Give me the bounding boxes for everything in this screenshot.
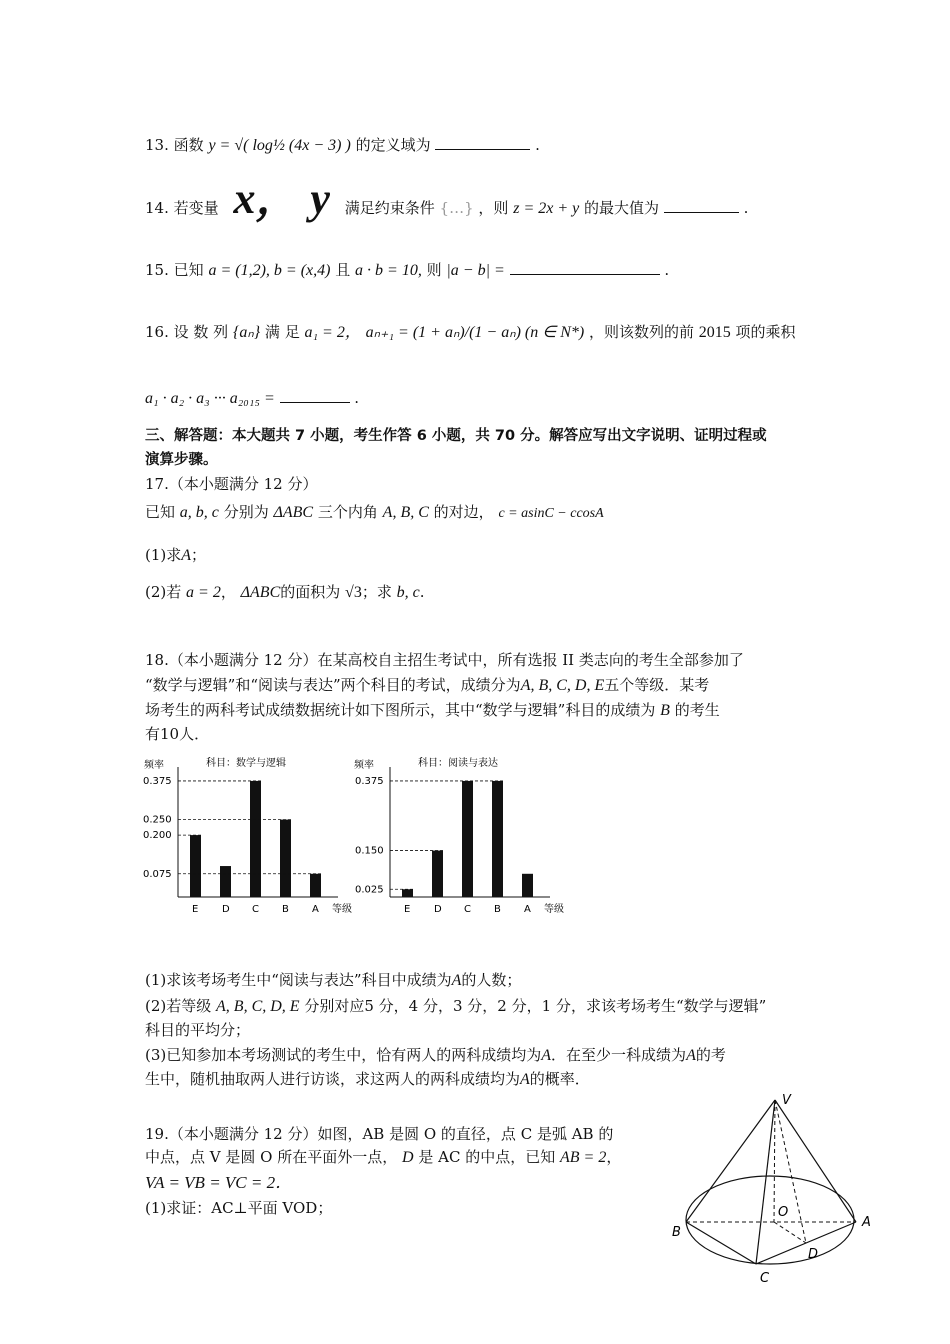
text: 已知: [145, 503, 176, 521]
math-expression: y = √( log½ (4x − 3) ): [208, 137, 351, 154]
math-expression: b, c: [396, 584, 420, 601]
chart-title: 科目：阅读与表达: [418, 758, 498, 769]
question-18-line-2: [145, 675, 709, 696]
text: ，求该考场考生“数学与逻辑”: [570, 997, 767, 1015]
math-expression: z = 2x + y: [513, 200, 580, 217]
question-18-part-1: [145, 970, 521, 991]
edge-VC: [756, 1100, 775, 1264]
x-axis-label: 等级: [332, 904, 352, 915]
math-expression: {aₙ}: [232, 324, 261, 341]
math-expression: c = asinC − ccosA: [498, 506, 604, 521]
question-18-line-3: [145, 700, 720, 721]
label-A: A: [862, 1215, 871, 1230]
text: ；: [191, 546, 207, 564]
text: (2)若: [145, 583, 182, 601]
tick-label-A: A: [312, 904, 319, 915]
question-17-part-1: [145, 545, 206, 566]
section-heading-cont: 演算步骤。: [145, 452, 218, 468]
question-13: [145, 135, 540, 156]
question-19-line-3: VA = VB = VC = 2．: [145, 1173, 293, 1192]
text: 三个内角: [317, 503, 378, 521]
math-expression: |a − b| =: [446, 262, 505, 279]
y-tick-label: 0.375: [355, 775, 384, 787]
question-text: 的定义域为: [355, 136, 431, 154]
text: 场考生的两科考试成绩数据统计如下图所示，其中“数学与逻辑”科目的成绩为: [145, 701, 656, 719]
question-number: 14.: [145, 199, 169, 217]
question-16: [145, 318, 796, 347]
x-axis-label: 等级: [544, 904, 564, 915]
segment-OD: [774, 1222, 806, 1243]
question-18-part-2-cont: 科目的平均分；: [145, 1021, 251, 1039]
y-axis-label: 频率: [354, 760, 374, 771]
chart-math-logic: [140, 752, 360, 927]
tick-label-D: D: [222, 904, 230, 915]
math-expression: a = (1,2), b = (x,4): [208, 262, 331, 279]
text: 生中，随机抽取两人进行访谈，求这两人的两科成绩均为: [145, 1070, 521, 1088]
math-expression: A: [541, 1047, 552, 1064]
label-C: C: [760, 1271, 770, 1286]
text: (1)求: [145, 546, 182, 564]
question-text: 项的乘积: [735, 323, 796, 341]
question-number: 16.: [145, 323, 169, 341]
question-text: 若变量: [173, 199, 219, 217]
math-expression: D: [402, 1149, 414, 1166]
tick-label-E: E: [404, 904, 411, 915]
question-number: 13.: [145, 136, 169, 154]
bar-B: [492, 781, 503, 897]
math-variables: x， y: [233, 174, 330, 223]
tick-label-B: B: [494, 904, 501, 915]
label-V: V: [782, 1093, 791, 1108]
y-tick-label: 0.200: [143, 830, 172, 842]
math-expression: B: [660, 702, 670, 719]
edge-VA: [775, 1100, 856, 1222]
text: 5 分，4 分，3 分，2 分，1 分: [364, 997, 571, 1015]
question-text: ，则: [478, 199, 509, 217]
tick-label-C: C: [464, 904, 471, 915]
question-17-heading: 17.（本小题满分 12 分）: [145, 475, 318, 493]
punct: .: [743, 199, 749, 217]
question-text: 且: [335, 261, 351, 279]
math-expression: a₁ = 2，: [304, 324, 361, 341]
text: (2)若等级: [145, 997, 212, 1015]
constraint-image: {…}: [439, 199, 474, 217]
math-expression: A, B, C, D, E: [216, 998, 300, 1015]
math-expression: ΔABC: [273, 504, 314, 521]
bar-C: [462, 781, 473, 897]
text: ．在至少一科成绩为: [551, 1046, 687, 1064]
text: .: [419, 583, 425, 601]
question-text: 设 数 列: [173, 323, 229, 341]
y-tick-label: 0.375: [143, 775, 172, 787]
bar-E: [402, 889, 413, 897]
question-19-line-1: 19.（本小题满分 12 分）如图，AB 是圆 O 的直径，点 C 是弧 AB 的: [145, 1125, 614, 1143]
question-18-part-3: [145, 1045, 726, 1066]
text: 的概率．: [529, 1070, 590, 1088]
bar-B: [280, 820, 291, 897]
math-expression: a = 2: [186, 584, 221, 601]
question-text: 则: [426, 261, 442, 279]
text: 的面积为: [280, 583, 341, 601]
label-O: O: [778, 1205, 789, 1220]
math-expression: a, b, c: [179, 504, 219, 521]
y-tick-label: 0.075: [143, 868, 172, 880]
question-text: 已知: [173, 261, 204, 279]
bar-A: [310, 874, 321, 897]
math-expression: A: [451, 972, 462, 989]
text: ，: [220, 583, 236, 601]
question-18-part-3-cont: [145, 1069, 590, 1090]
label-B: B: [672, 1225, 681, 1240]
question-17-part-2: [145, 582, 425, 603]
edge-VB: [686, 1100, 775, 1222]
y-tick-label: 0.025: [355, 884, 384, 896]
question-15: [145, 260, 669, 281]
bar-A: [522, 874, 533, 897]
text: ，: [606, 1148, 622, 1166]
question-17-stem: [145, 502, 604, 524]
text: 的考: [695, 1046, 726, 1064]
text: 五个等级．某考: [604, 676, 710, 694]
bar-D: [432, 851, 443, 897]
question-text: 的最大值为: [584, 199, 660, 217]
text: 是 AC 的中点，已知: [418, 1148, 556, 1166]
question-18-line-1: 18.（本小题满分 12 分）在某高校自主招生考试中，所有选报 II 类志向的考生全部参加了: [145, 651, 744, 669]
text: (1)求该考场考生中“阅读与表达”科目中成绩为: [145, 971, 452, 989]
text: 的考生: [674, 701, 720, 719]
bar-C: [250, 781, 261, 897]
text: 有: [145, 725, 161, 743]
answer-blank: [435, 135, 530, 150]
text: 10: [160, 725, 180, 743]
question-19-part-1: (1)求证：AC⊥平面 VOD；: [145, 1199, 333, 1217]
math-expression: 2015: [698, 324, 731, 341]
segment-VO: [774, 1100, 775, 1222]
answer-blank: [510, 260, 660, 275]
math-expression: A: [520, 1071, 530, 1088]
chart-title: 科目：数学与逻辑: [206, 758, 286, 769]
tick-label-B: B: [282, 904, 289, 915]
punct: .: [535, 136, 540, 154]
text: 分别对应: [304, 997, 365, 1015]
question-16-cont: [145, 388, 359, 409]
math-expression: A, B, C, D, E: [520, 677, 605, 694]
question-text: ，则该数列的前: [588, 323, 694, 341]
edge-BC: [686, 1222, 756, 1264]
question-number: 15.: [145, 261, 169, 279]
cone-figure: [668, 1088, 883, 1288]
math-expression: ΔABC: [240, 584, 281, 601]
question-18-line-4: [145, 724, 209, 744]
tick-label-A: A: [524, 904, 531, 915]
math-expression: aₙ₊₁ = (1 + aₙ)/(1 − aₙ) (n ∈ N*): [365, 324, 585, 341]
math-expression: A: [181, 547, 192, 564]
answer-blank: [664, 198, 739, 213]
question-text: 函数: [173, 136, 204, 154]
question-text: 满足约束条件: [344, 199, 435, 217]
text: 中点，点 V 是圆 O 所在平面外一点，: [145, 1148, 398, 1166]
label-D: D: [808, 1247, 819, 1262]
text: ；求: [361, 583, 392, 601]
math-expression: √3: [345, 584, 362, 601]
tick-label-D: D: [434, 904, 442, 915]
punct: .: [354, 389, 360, 407]
bar-E: [190, 835, 201, 897]
y-axis-label: 频率: [144, 760, 164, 771]
text: (3)已知参加本考场测试的考生中，恰有两人的两科成绩均为: [145, 1046, 542, 1064]
math-expression: a · b = 10,: [355, 262, 422, 279]
chart-reading-expression: [350, 752, 580, 927]
text: 的对边，: [433, 503, 494, 521]
math-expression: a₁ · a₂ · a₃ ··· a₂₀₁₅ =: [145, 390, 275, 407]
question-18-part-2: [145, 996, 766, 1017]
math-expression: AB = 2: [559, 1149, 607, 1166]
math-expression: A: [686, 1047, 696, 1064]
text: 的人数；: [461, 971, 522, 989]
base-circle: [686, 1176, 854, 1264]
y-tick-label: 0.150: [355, 845, 384, 857]
section-heading: 三、解答题：本大题共 7 小题，考生作答 6 小题，共 70 分。解答应写出文字说明、证明过程或: [145, 428, 767, 444]
tick-label-C: C: [252, 904, 259, 915]
y-tick-label: 0.250: [143, 814, 172, 826]
tick-label-E: E: [192, 904, 199, 915]
text: 人．: [179, 725, 210, 743]
question-text: 满 足: [264, 323, 300, 341]
math-expression: A, B, C: [382, 504, 429, 521]
text: “数学与逻辑”和“阅读与表达”两个科目的考试，成绩分为: [145, 676, 521, 694]
answer-blank: [280, 388, 350, 403]
text: 分别为: [223, 503, 269, 521]
bar-D: [220, 866, 231, 897]
punct: .: [664, 261, 670, 279]
question-14: [145, 174, 749, 228]
question-19-line-2: [145, 1147, 621, 1168]
